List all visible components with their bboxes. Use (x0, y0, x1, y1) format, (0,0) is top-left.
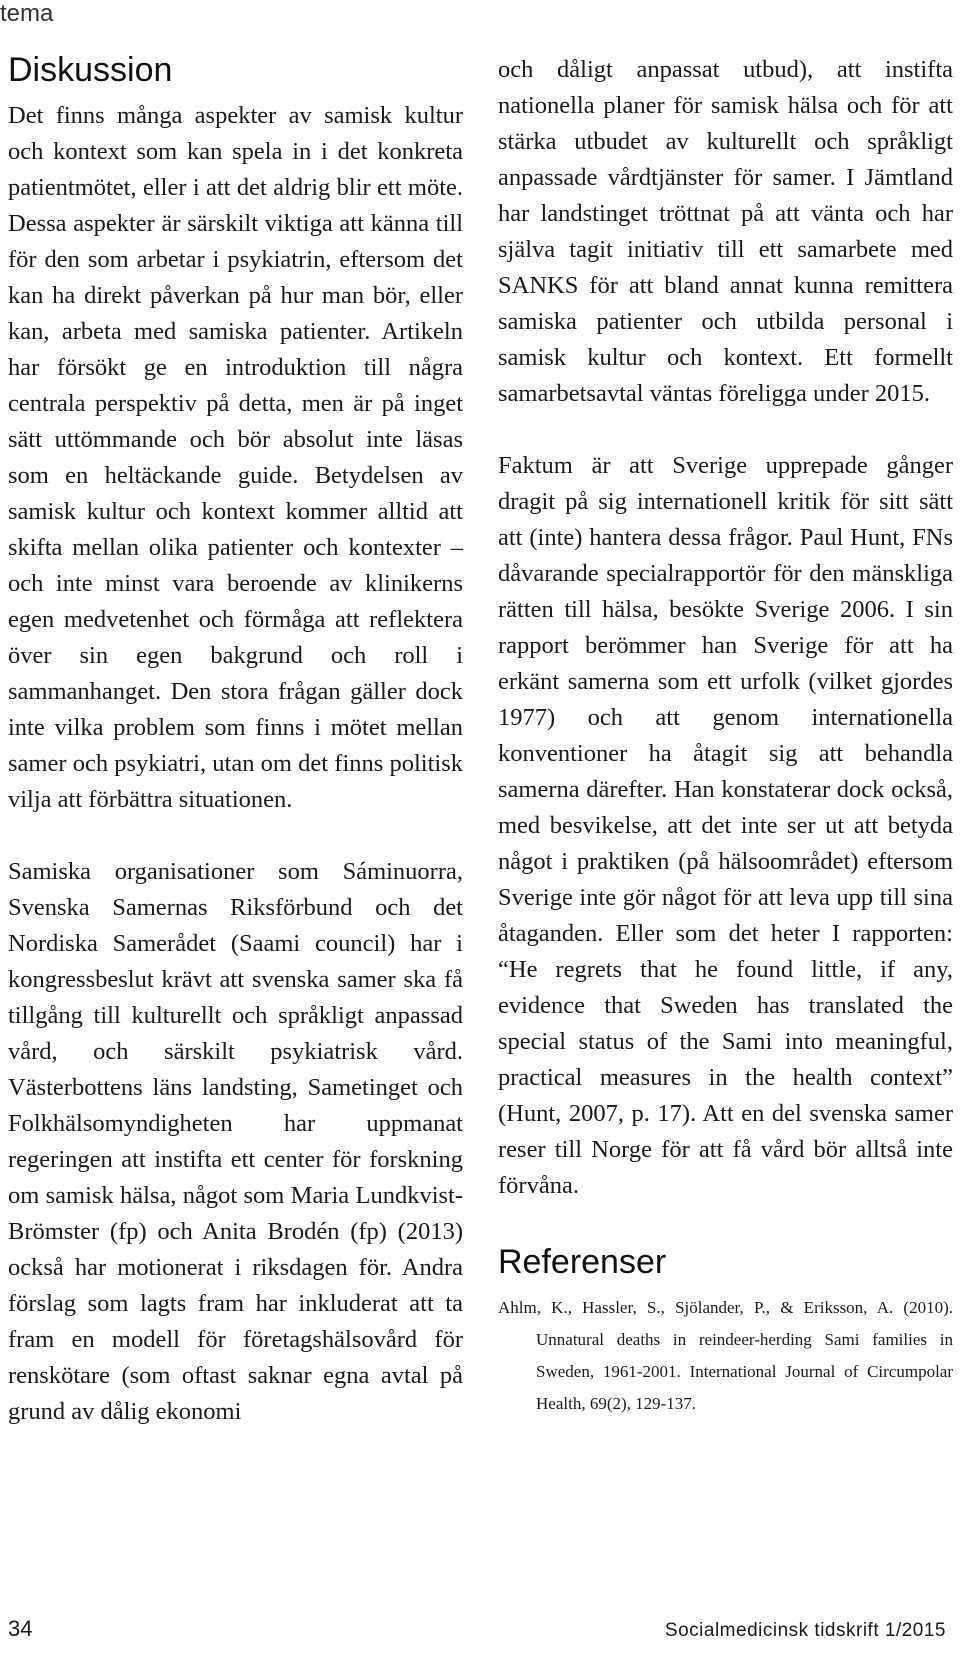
body-paragraph: Det finns många aspekter av samisk kultur och kontext som kan spela in i det konkreta patientmötet, eller i att det aldrig blir ett möte. Dessa aspekter är särskilt viktiga att känna till för den som arbetar i psykiatrin, eftersom det kan ha direkt påverkan på hur man bör, eller kan, arbeta med samiska patienter. Artikeln har försökt ge en introduktion till några centrala perspektiv på detta, men är på inget sätt uttömmande och bör absolut inte läsas som en heltäckande guide. Betydelsen av samisk kultur och kontext kommer alltid att skifta mellan olika patienter och kontexter – och inte minst vara beroende av klinikerns egen medvetenhet och förmåga att reflektera över sin egen bakgrund och roll i sammanhanget. Den stora frågan gäller dock inte vilka problem som finns i mötet mellan samer och psykiatri, utan om det finns politisk vilja att förbättra situationen. (8, 102, 463, 813)
journal-title: Socialmedicinsk tidskrift 1/2015 (664, 1620, 946, 1641)
right-column (498, 52, 953, 1420)
section-label: tema (0, 0, 54, 27)
body-paragraph: Faktum är att Sverige upprepade gånger dragit på sig internationell kritik för sitt sätt att (inte) hantera dessa frågor. Paul Hunt, FNs dåvarande specialrapportör för den mänskliga rätten till hälsa, besökte Sverige 2006. I sin rapport berömmer han Sverige för att ha erkänt samerna som ett urfolk (vilket gjordes 1977) och att genom internationella konventioner ha åtagit sig att behandla samerna därefter. Han konstaterar dock också, med besvikelse, att det inte ser ut att betyda något i praktiken (på hälsoområdet) eftersom Sverige inte gör något för att leva upp till sina åtaganden. Eller som det heter I rapporten: “He regrets that he found little, if any, evidence that Sweden has translated the special status of the Sami into meaningful, practical measures in the health context” (Hunt, 2007, p. 17). Att en del svenska samer reser till Norge för att få vård bör alltså inte förvåna. (498, 452, 953, 1199)
references-heading: Referenser (498, 1243, 667, 1281)
page-number: 34 (8, 1616, 33, 1641)
body-paragraph: Samiska organisationer som Sáminuorra, Svenska Samernas Riksförbund och det Nordiska Samerådet (Saami council) har i kongressbeslut krävt att svenska samer ska få tillgång till kulturellt och språkligt anpassad vård, och särskilt psykiatrisk vård. Västerbottens läns landsting, Sametinget och Folkhälsomyndigheten har uppmanat regeringen att instifta ett center för forskning om samisk hälsa, något som Maria Lundkvist-Brömster (fp) och Anita Brodén (fp) (2013) också har motionerat i riksdagen för. Andra förslag som lagts fram har inkluderat att ta fram en modell för företagshälsovård för renskötare (som oftast saknar egna avtal på grund av dålig ekonomi (8, 858, 463, 1425)
reference-entry: Ahlm, K., Hassler, S., Sjölander, P., & Eriksson, A. (2010). Unnatural deaths in reindeer-herding Sami families in Sweden, 1961-2001. International Journal of Circumpolar Health, 69(2), 129-137. (498, 1298, 953, 1413)
section-heading-diskussion: Diskussion (8, 51, 173, 89)
body-paragraph: och dåligt anpassat utbud), att instifta nationella planer för samisk hälsa och för att stärka utbudet av kulturellt och språkligt anpassade vårdtjänster för samer. I Jämtland har landstinget tröttnat på att vänta och har själva tagit initiativ till ett samarbete med SANKS för att bland annat kunna remittera samiska patienter och utbilda personal i samisk kultur och kontext. Ett formellt samarbetsavtal väntas föreligga under 2015. (498, 56, 953, 407)
left-column (8, 48, 463, 1430)
